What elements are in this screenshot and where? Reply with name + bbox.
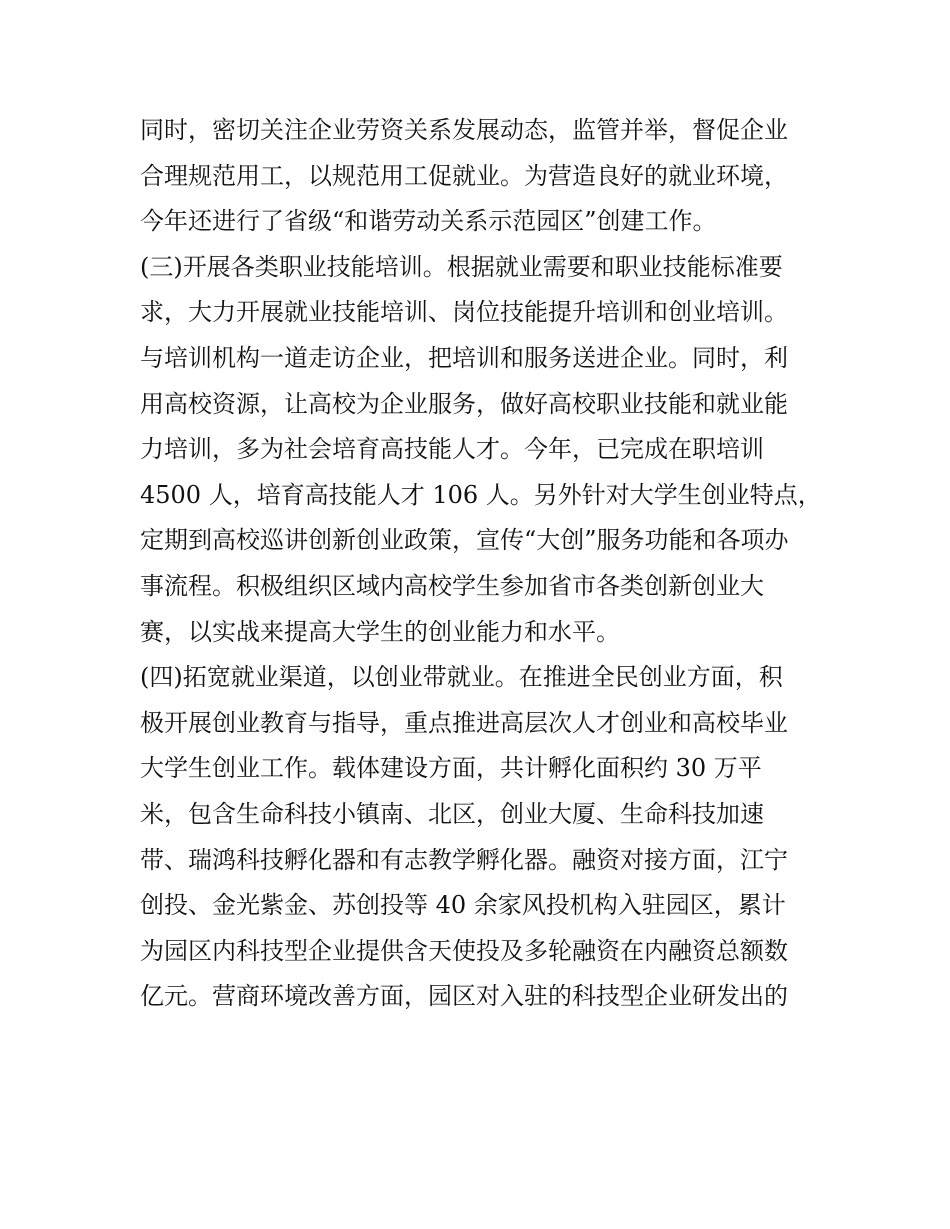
- text-line-19: 为园区内科技型企业提供含天使投及多轮融资在内融资总额数: [140, 936, 788, 965]
- text-line-6: 与培训机构一道走访企业，把培训和服务送进企业。同时，利: [140, 343, 788, 372]
- text-line-11: 事流程。积极组织区域内高校学生参加省市各类创新创业大: [140, 571, 764, 600]
- text-line-12: 赛，以实战来提高大学生的创业能力和水平。: [140, 617, 620, 646]
- text-line-20: 亿元。营商环境改善方面，园区对入驻的科技型企业研发出的: [140, 982, 788, 1011]
- text-line-3: 今年还进行了省级“和谐劳动关系示范园区”创建工作。: [140, 207, 717, 236]
- text-line-17: 带、瑞鸿科技孵化器和有志教学孵化器。融资对接方面，江宁: [140, 845, 788, 874]
- text-line-2: 合理规范用工，以规范用工促就业。为营造良好的就业环境，: [140, 161, 788, 190]
- section-3-heading-line: (三)开展各类职业技能培训。根据就业需要和职业技能标准要: [140, 252, 783, 281]
- text-line-10: 定期到高校巡讲创新创业政策，宣传“大创”服务功能和各项办: [140, 526, 789, 555]
- text-line-5: 求，大力开展就业技能培训、岗位技能提升培训和创业培训。: [140, 298, 788, 327]
- text-line-1: 同时，密切关注企业劳资关系发展动态，监管并举，督促企业: [140, 116, 788, 144]
- text-line-15: 大学生创业工作。载体建设方面，共计孵化面积约 30 万平: [140, 754, 762, 783]
- text-line-18: 创投、金光紫金、苏创投等 40 余家风投机构入驻园区，累计: [140, 891, 786, 920]
- section-4-heading-line: (四)拓宽就业渠道，以创业带就业。在推进全民创业方面，积: [140, 663, 783, 692]
- body-text: [140, 108, 820, 1020]
- text-line-16: 米，包含生命科技小镇南、北区，创业大厦、生命科技加速: [140, 799, 764, 828]
- text-line-9: 4500 人，培育高技能人才 106 人。另外针对大学生创业特点，: [140, 480, 822, 509]
- text-line-14: 极开展创业教育与指导，重点推进高层次人才创业和高校毕业: [140, 708, 788, 737]
- text-line-8: 力培训，多为社会培育高技能人才。今年，已完成在职培训: [140, 435, 764, 464]
- text-line-7: 用高校资源，让高校为企业服务，做好高校职业技能和就业能: [140, 389, 788, 418]
